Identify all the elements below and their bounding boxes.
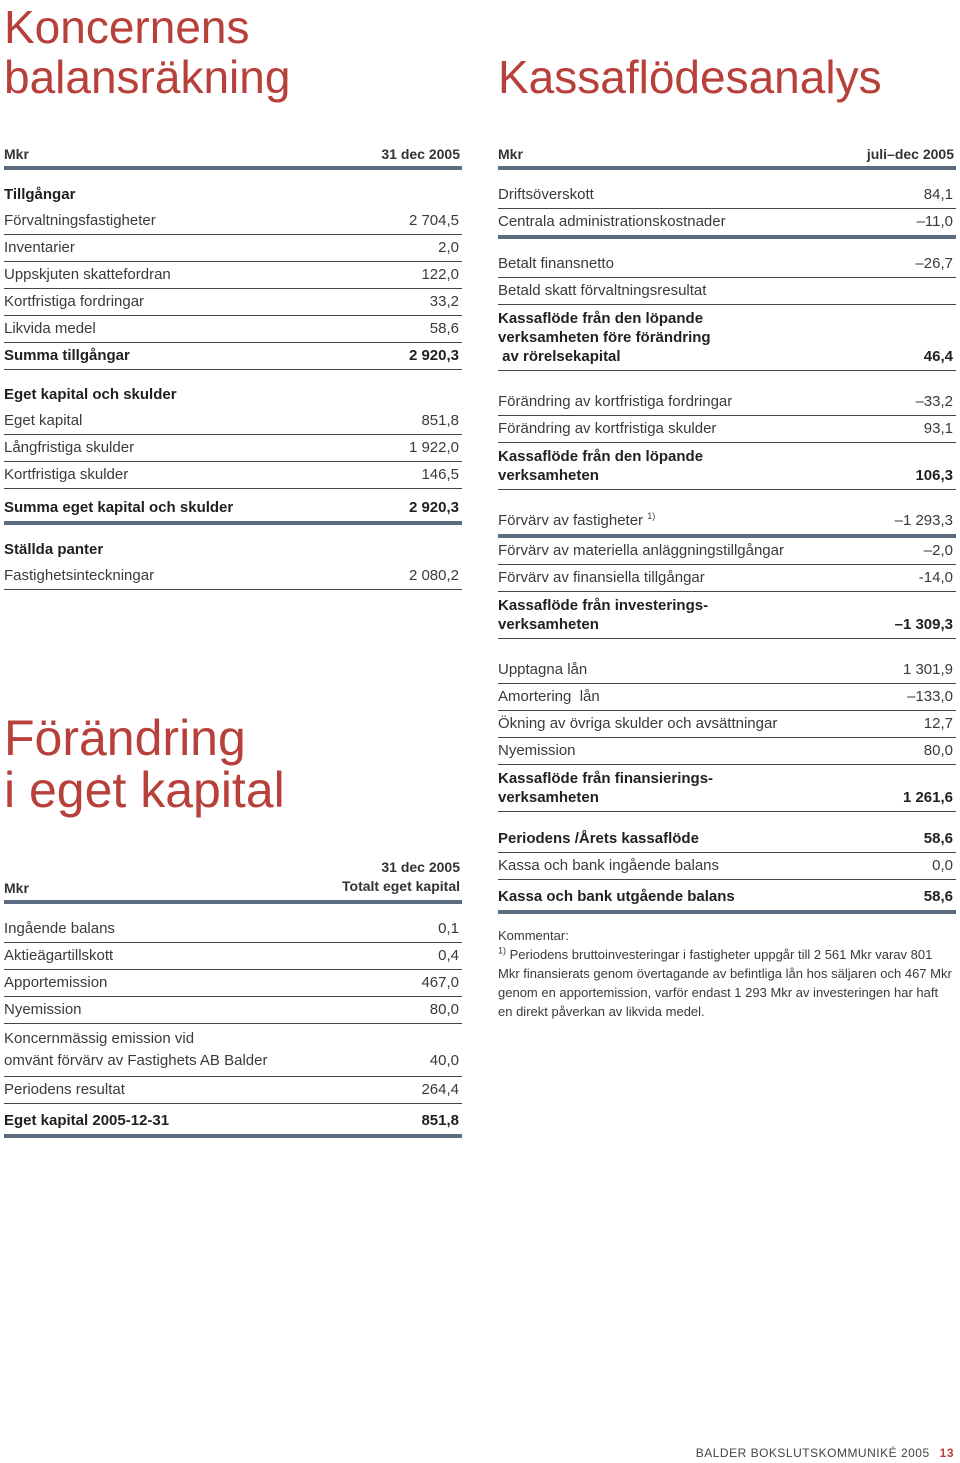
subtotal-row: Kassaflöde från finansierings- verksamheten 1 261,6 bbox=[498, 765, 956, 812]
table-row: Eget kapital 851,8 bbox=[4, 408, 462, 435]
table-row: Förvärv av finansiella tillgångar -14,0 bbox=[498, 565, 956, 592]
table-row: Uppskjuten skattefordran 122,0 bbox=[4, 262, 462, 289]
table-row: Förändring av kortfristiga fordringar –33,2 bbox=[498, 389, 956, 416]
page-footer bbox=[696, 1446, 954, 1460]
table-row: Periodens resultat 264,4 bbox=[4, 1077, 462, 1104]
cashflow-title: Kassaflödesanalys bbox=[498, 51, 882, 103]
table-row: Likvida medel 58,6 bbox=[4, 316, 462, 343]
table-row: Amortering lån –133,0 bbox=[498, 684, 956, 711]
subtotal-row: Kassaflöde från den löpande verksamheten före förändring av rörelsekapital 46,4 bbox=[498, 305, 956, 371]
table-row: Ingående balans 0,1 bbox=[4, 916, 462, 943]
equity-header bbox=[4, 858, 462, 904]
page-number: 13 bbox=[939, 1446, 954, 1460]
cashflow-header-period: juli–dec 2005 bbox=[866, 146, 954, 162]
table-row: Förändring av kortfristiga skulder 93,1 bbox=[498, 416, 956, 443]
equity-table bbox=[4, 858, 462, 1138]
table-row: Aktieägartillskott 0,4 bbox=[4, 943, 462, 970]
footnote-marker: 1) bbox=[498, 945, 507, 956]
table-row: Förvaltningsfastigheter 2 704,5 bbox=[4, 208, 462, 235]
assets-total-row: Summa tillgångar 2 920,3 bbox=[4, 343, 462, 370]
table-row: Fastighetsinteckningar 2 080,2 bbox=[4, 563, 462, 590]
table-row: Apportemission 467,0 bbox=[4, 970, 462, 997]
subtotal-row: Kassaflöde från den löpande verksamheten 106,3 bbox=[498, 443, 956, 490]
comment-text: Periodens bruttoinvesteringar i fastigheter uppgår till 2 561 Mkr varav 801 Mkr finansierats genom övertagande av befintliga lån hos säljaren och 467 Mkr genom en apportemission, varför endast 1 293 Mkr av investeringen har haft en direkt påverkan av likvida medel. bbox=[498, 947, 952, 1019]
comment-heading: Kommentar: bbox=[498, 928, 569, 943]
footer-text: BALDER BOKSLUTSKOMMUNIKÉ 2005 bbox=[695, 1446, 930, 1460]
table-row: Kortfristiga fordringar 33,2 bbox=[4, 289, 462, 316]
table-row: Förvärv av fastigheter $^{1)}$ –1 293,3 bbox=[498, 508, 956, 538]
cashflow-header bbox=[498, 146, 956, 170]
balance-header-label: Mkr bbox=[4, 146, 29, 162]
balance-header bbox=[4, 146, 462, 170]
table-row: Driftsöverskott 84,1 bbox=[498, 182, 956, 209]
balance-title: Koncernens balansräkning bbox=[4, 1, 291, 103]
subtotal-row: Kassaflöde från investerings- verksamheten –1 309,3 bbox=[498, 592, 956, 639]
equity-header-period: 31 dec 2005 Totalt eget kapital bbox=[342, 859, 460, 894]
table-row: Nyemission 80,0 bbox=[4, 997, 462, 1024]
equity-title: Förändring i eget kapital bbox=[4, 710, 285, 818]
comment-note bbox=[498, 926, 956, 1021]
table-row: Koncernmässig emission vid omvänt förvärv av Fastighets AB Balder 40,0 bbox=[4, 1024, 462, 1077]
table-row: Centrala administrationskostnader –11,0 bbox=[498, 209, 956, 239]
table-row: Betalt finansnetto –26,7 bbox=[498, 251, 956, 278]
cashflow-header-label: Mkr bbox=[498, 146, 523, 162]
cashflow-table bbox=[498, 146, 956, 1021]
balance-header-period: 31 dec 2005 bbox=[381, 146, 460, 162]
table-row: Långfristiga skulder 1 922,0 bbox=[4, 435, 462, 462]
equity-liabilities-total-row: Summa eget kapital och skulder 2 920,3 bbox=[4, 489, 462, 525]
period-cashflow-row: Periodens /Årets kassaflöde 58,6 bbox=[498, 826, 956, 853]
table-row: Nyemission 80,0 bbox=[498, 738, 956, 765]
table-row: Kortfristiga skulder 146,5 bbox=[4, 462, 462, 489]
equity-header-label: Mkr bbox=[4, 880, 29, 896]
table-row: Betald skatt förvaltningsresultat bbox=[498, 278, 956, 305]
equity-liabilities-heading: Eget kapital och skulder bbox=[4, 386, 177, 403]
table-row: Inventarier 2,0 bbox=[4, 235, 462, 262]
table-row: Förvärv av materiella anläggningstillgångar –2,0 bbox=[498, 538, 956, 565]
table-row: Kassa och bank ingående balans 0,0 bbox=[498, 853, 956, 880]
table-row: Ökning av övriga skulder och avsättningar 12,7 bbox=[498, 711, 956, 738]
closing-balance-row: Kassa och bank utgående balans 58,6 bbox=[498, 880, 956, 914]
equity-total-row: Eget kapital 2005-12-31 851,8 bbox=[4, 1104, 462, 1138]
pledged-heading: Ställda panter bbox=[4, 541, 104, 558]
balance-table bbox=[4, 146, 462, 590]
assets-heading: Tillgångar bbox=[4, 186, 76, 203]
table-row: Upptagna lån 1 301,9 bbox=[498, 657, 956, 684]
